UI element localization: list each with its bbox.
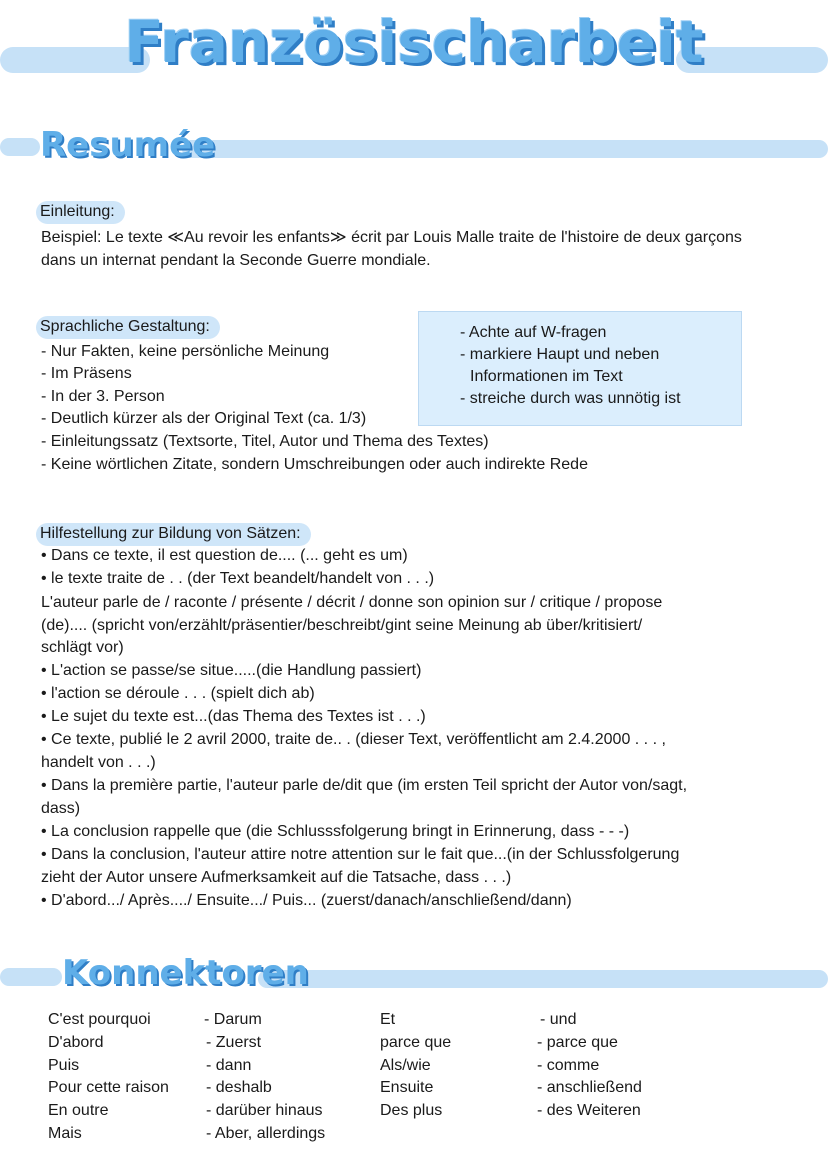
- konnektor-fr: Ensuite: [380, 1079, 434, 1096]
- konnektor-de: - comme: [537, 1057, 600, 1074]
- konnektoren-heading: Konnektoren: [62, 953, 309, 993]
- hilfe-line: • La conclusion rappelle que (die Schlusssfolgerung bringt in Erinnerung, dass - - -): [41, 823, 630, 840]
- konnektor-fr: C'est pourquoi: [48, 1011, 151, 1028]
- hilfe-line: (de).... (spricht von/erzählt/präsentier/beschreibt/gint seine Meinung ab über/kritisiert/: [41, 617, 643, 634]
- konnektor-fr: Pour cette raison: [48, 1079, 169, 1096]
- hilfe-line: • Dans la première partie, l'auteur parle de/dit que (im ersten Teil spricht der Autor von/sagt,: [41, 777, 688, 794]
- hilfe-line: • Le sujet du texte est...(das Thema des Textes ist . . .): [41, 708, 426, 725]
- sprachliche-item: - Einleitungssatz (Textsorte, Titel, Autor und Thema des Textes): [41, 433, 489, 450]
- konnektor-fr: parce que: [380, 1034, 452, 1051]
- hilfe-line: • Dans ce texte, il est question de.... (... geht es um): [41, 547, 408, 564]
- sprachliche-label: Sprachliche Gestaltung:: [36, 316, 220, 339]
- hilfe-line: • le texte traite de . . (der Text beandelt/handelt von . . .): [41, 570, 435, 587]
- hilfe-line: • Ce texte, publié le 2 avril 2000, traite de.. . (dieser Text, veröffentlicht am 2.4.2000 . . . ,: [41, 731, 666, 748]
- tips-box: [418, 311, 742, 426]
- hilfe-line: zieht der Autor unsere Aufmerksamkeit auf die Tatsache, dass . . .): [41, 869, 512, 886]
- konnektor-de: - parce que: [537, 1034, 618, 1051]
- resumee-heading: Resumée: [40, 125, 216, 165]
- konnektor-de: - anschließend: [537, 1079, 642, 1096]
- sprachliche-item: - Im Präsens: [41, 365, 132, 382]
- sprachliche-item: - In der 3. Person: [41, 388, 165, 405]
- hilfe-line: L'auteur parle de / raconte / présente / décrit / donne son opinion sur / critique / propose: [41, 594, 663, 611]
- konnektor-fr: Et: [380, 1011, 396, 1028]
- konnektor-fr: Puis: [48, 1057, 80, 1074]
- tip-line: Informationen im Text: [470, 368, 623, 385]
- konnektor-fr: D'abord: [48, 1034, 104, 1051]
- hilfe-line: dass): [41, 800, 81, 817]
- konnektor-de: - dann: [206, 1057, 252, 1074]
- konnektor-fr: En outre: [48, 1102, 109, 1119]
- hilfe-line: • Dans la conclusion, l'auteur attire notre attention sur le fait que...(in der Schlussfolgerung: [41, 846, 680, 863]
- hilfe-line: • D'abord.../ Après..../ Ensuite.../ Puis... (zuerst/danach/anschließend/dann): [41, 892, 572, 909]
- konnektor-de: - des Weiteren: [537, 1102, 641, 1119]
- hilfe-line: handelt von . . .): [41, 754, 156, 771]
- konnektor-fr: Des plus: [380, 1102, 443, 1119]
- page-title: Französischarbeit: [124, 8, 704, 76]
- sprachliche-item: - Keine wörtlichen Zitate, sondern Umschreibungen oder auch indirekte Rede: [41, 456, 588, 473]
- hilfestellung-label: Hilfestellung zur Bildung von Sätzen:: [36, 523, 311, 546]
- hilfe-line: • L'action se passe/se situe.....(die Handlung passiert): [41, 662, 422, 679]
- sprachliche-item: - Nur Fakten, keine persönliche Meinung: [41, 343, 330, 360]
- einleitung-label: Einleitung:: [36, 201, 125, 224]
- tip-line: - streiche durch was unnötig ist: [460, 390, 681, 407]
- tip-line: - Achte auf W-fragen: [460, 324, 607, 341]
- konnektor-de: - darüber hinaus: [206, 1102, 323, 1119]
- konnektoren-bar-left: [0, 968, 62, 986]
- konnektor-de: - Aber, allerdings: [206, 1125, 326, 1142]
- konnektor-de: - Zuerst: [206, 1034, 262, 1051]
- konnektor-de: - Darum: [204, 1011, 262, 1028]
- konnektoren-bar-right: [258, 970, 828, 988]
- einleitung-text: Beispiel: Le texte ≪Au revoir les enfants≫ écrit par Louis Malle traite de l'histoire de deux garçons dans un internat pendant la Seconde Guerre mondiale.: [41, 229, 742, 269]
- resumee-bar-right: [182, 140, 828, 158]
- sprachliche-item: - Deutlich kürzer als der Original Text (ca. 1/3): [41, 410, 367, 427]
- konnektor-de: - und: [540, 1011, 577, 1028]
- tip-line: - markiere Haupt und neben: [460, 346, 660, 363]
- resumee-bar-left: [0, 138, 40, 156]
- konnektor-fr: Mais: [48, 1125, 82, 1142]
- hilfe-line: schlägt vor): [41, 639, 124, 656]
- konnektor-fr: Als/wie: [380, 1057, 431, 1074]
- hilfe-line: • l'action se déroule . . . (spielt dich ab): [41, 685, 315, 702]
- konnektor-de: - deshalb: [206, 1079, 272, 1096]
